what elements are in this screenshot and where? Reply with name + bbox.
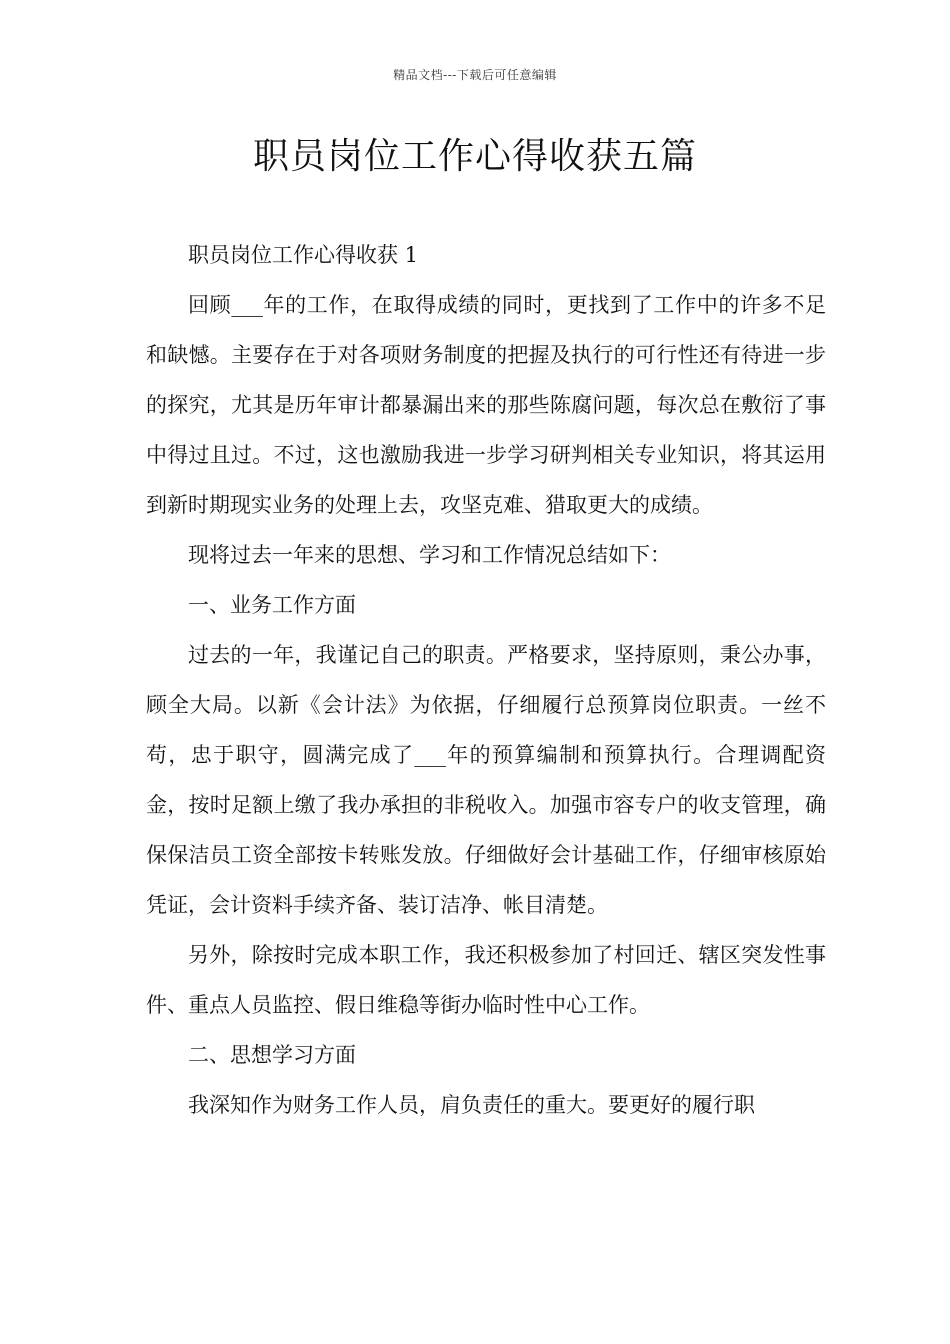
header-note: 精品文档---下载后可任意编辑 xyxy=(393,68,557,82)
paragraph-study: 我深知作为财务工作人员，肩负责任的重大。要更好的履行职 xyxy=(188,1093,755,1117)
paragraph-summary-intro: 现将过去一年来的思想、学习和工作情况总结如下： xyxy=(188,543,671,567)
section-heading-1: 职员岗位工作心得收获 1 xyxy=(188,243,419,267)
paragraph-additional-work: 另外，除按时完成本职工作，我还积极参加了村回迁、辖区突发性事件、重点人员监控、假日维稳等街办临时性中心工作。 xyxy=(146,943,826,1017)
paragraph-review: 回顾___年的工作，在取得成绩的同时，更找到了工作中的许多不足和缺憾。主要存在于对各项财务制度的把握及执行的可行性还有待进一步的探究，尤其是历年审计都暴漏出来的那些陈腐问题，每次总在敷衍了事中得过且过。不过，这也激励我进一步学习研判相关专业知识，将其运用到新时期现实业务的处理上去，攻坚克难、猎取更大的成绩。 xyxy=(146,293,826,517)
document-title: 职员岗位工作心得收获五篇 xyxy=(252,136,697,177)
section-heading-business: 一、业务工作方面 xyxy=(188,593,356,617)
section-heading-study: 二、思想学习方面 xyxy=(188,1043,356,1067)
document-body xyxy=(146,230,826,1130)
paragraph-business-work: 过去的一年，我谨记自己的职责。严格要求，坚持原则，秉公办事，顾全大局。以新《会计法》为依据，仔细履行总预算岗位职责。一丝不苟，忠于职守，圆满完成了___年的预算编制和预算执行。合理调配资金，按时足额上缴了我办承担的非税收入。加强市容专户的收支管理，确保保洁员工资全部按卡转账发放。仔细做好会计基础工作，仔细审核原始凭证，会计资料手续齐备、装订洁净、帐目清楚。 xyxy=(146,643,826,917)
